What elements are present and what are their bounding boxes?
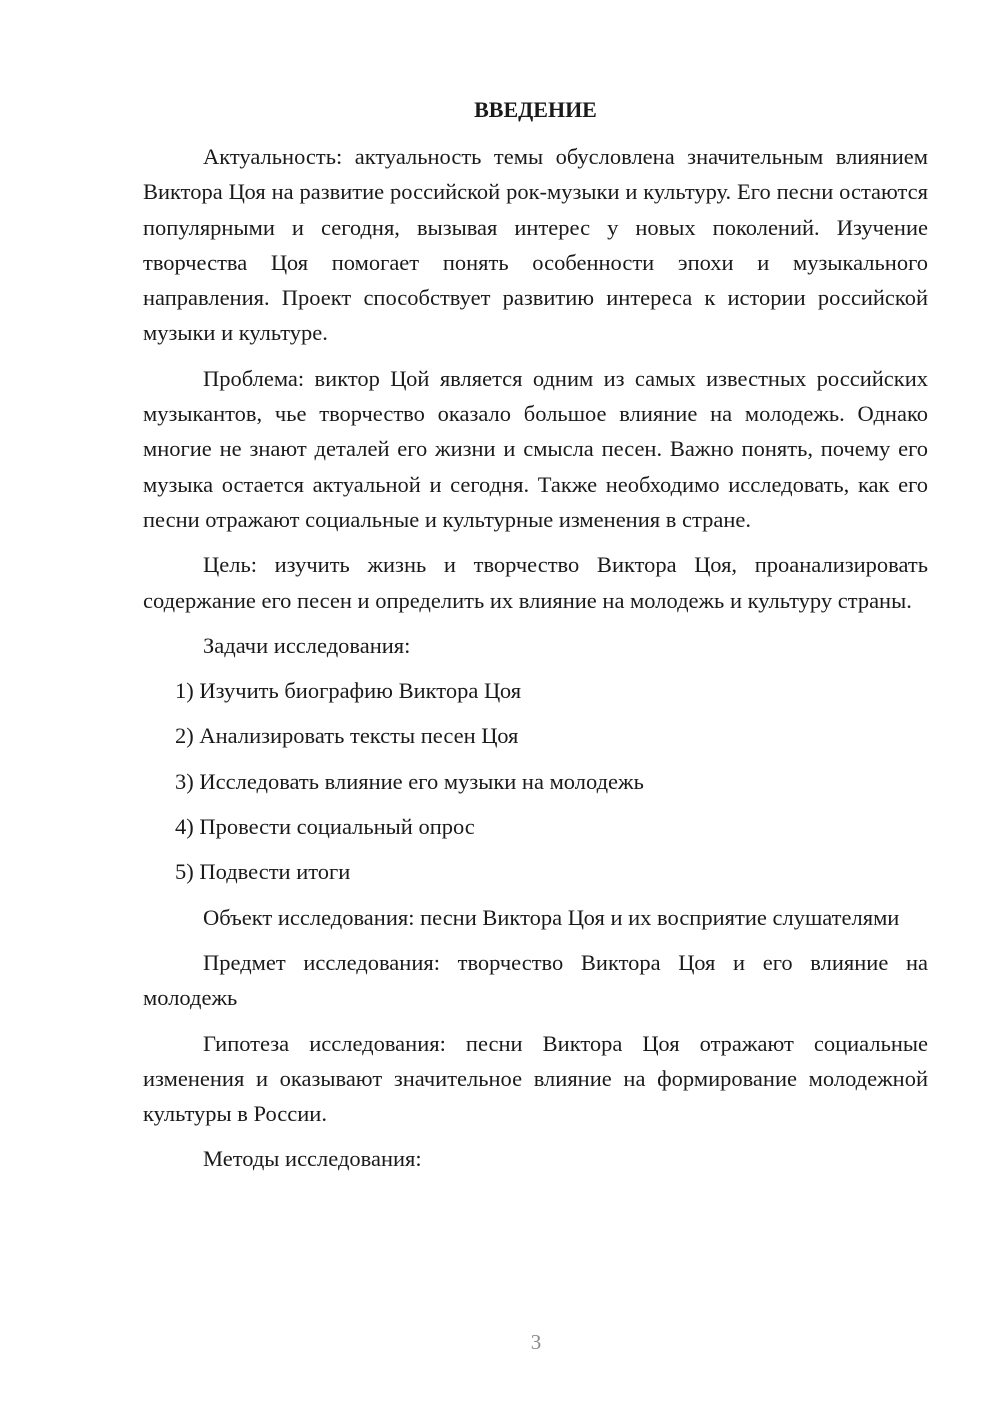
tasks-heading: Задачи исследования: [203,632,411,658]
problem-paragraph: Проблема: виктор Цой является одним из самых известных российских музыкантов, чье творчество оказало большое влияние на молодежь. Однако многие не знают деталей его жизни и смысла песен. Важно понять, почему его музыка остается актуальной и сегодня. Также необходимо исследовать, как его песни отражают социальные и культурные изменения в стране. [143,365,928,532]
subject-paragraph: Предмет исследования: творчество Виктора Цоя и его влияние на молодежь [143,949,928,1011]
task-item: 2) Анализировать тексты песен Цоя [175,723,519,749]
relevance-paragraph: Актуальность: актуальность темы обусловлена значительным влиянием Виктора Цоя на развитие российской рок-музыки и культуру. Его песни остаются популярными и сегодня, вызывая интерес у новых поколений. Изучение творчества Цоя помогает понять особенности эпохи и музыкального направления. Проект способствует развитию интереса к истории российской музыки и культуре. [143,144,928,346]
methods-heading: Методы исследования: [203,1146,422,1172]
section-title: ВВЕДЕНИЕ [474,97,597,122]
task-item: 4) Провести социальный опрос [175,814,475,840]
object-paragraph: Объект исследования: песни Виктора Цоя и их восприятие слушателями [203,904,900,930]
hypothesis-paragraph: Гипотеза исследования: песни Виктора Цоя отражают социальные изменения и оказывают значительное влияние на формирование молодежной культуры в России. [143,1030,928,1127]
document-page [143,92,928,1187]
task-item: 5) Подвести итоги [175,859,351,885]
tasks-list [143,673,928,889]
task-item: 1) Изучить биографию Виктора Цоя [175,678,522,704]
page-number: 3 [530,1330,542,1354]
goal-paragraph: Цель: изучить жизнь и творчество Виктора Цоя, проанализировать содержание его песен и определить их влияние на молодежь и культуру страны. [143,552,928,613]
task-item: 3) Исследовать влияние его музыки на молодежь [175,768,644,794]
